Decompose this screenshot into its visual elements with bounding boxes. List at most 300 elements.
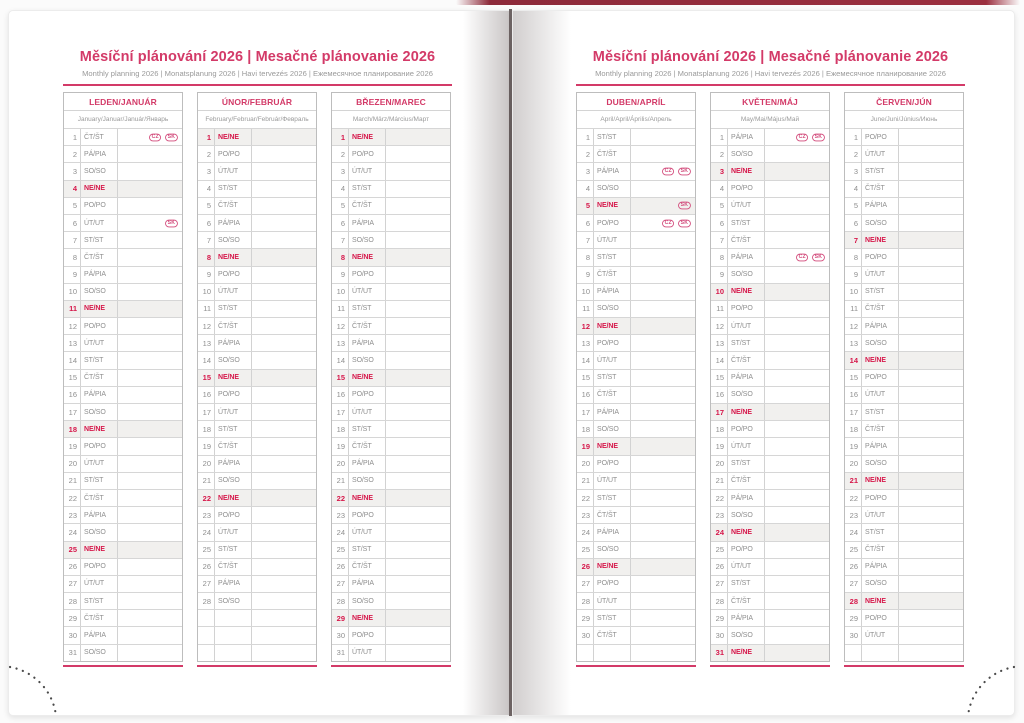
weekday-label: ÚT/UT <box>862 146 899 162</box>
weekday-label: ČT/ŠT <box>81 610 118 626</box>
day-row-unor-10 <box>198 283 316 300</box>
day-row-cerven-3 <box>845 162 963 179</box>
day-number: 3 <box>845 163 862 179</box>
day-row-kveten-31 <box>711 644 829 661</box>
weekday-label: PO/PO <box>594 576 631 592</box>
day-row-unor-24 <box>198 523 316 540</box>
day-number: 22 <box>845 490 862 506</box>
day-number: 20 <box>845 456 862 472</box>
day-number: 6 <box>577 215 594 231</box>
notes-cell <box>252 335 316 351</box>
day-number: 27 <box>845 576 862 592</box>
weekday-label: PÁ/PIA <box>81 387 118 403</box>
notes-cell <box>765 181 829 197</box>
notes-cell <box>386 456 450 472</box>
day-row-unor-8 <box>198 248 316 265</box>
day-row-duben-17 <box>577 403 695 420</box>
day-row-duben-29 <box>577 609 695 626</box>
day-row-cerven-29 <box>845 609 963 626</box>
weekday-label: SO/SO <box>81 284 118 300</box>
weekday-label: NE/NE <box>349 490 386 506</box>
weekday-label: PÁ/PIA <box>349 456 386 472</box>
notes-cell <box>118 542 182 558</box>
notes-cell <box>899 576 963 592</box>
notes-cell <box>765 318 829 334</box>
weekday-label: NE/NE <box>215 370 252 386</box>
day-number: 10 <box>64 284 81 300</box>
notes-cell <box>765 524 829 540</box>
weekday-label: SO/SO <box>594 181 631 197</box>
notes-cell <box>899 507 963 523</box>
weekday-label: ST/ST <box>215 421 252 437</box>
weekday-label: ÚT/UT <box>728 198 765 214</box>
day-number: 31 <box>332 645 349 661</box>
weekday-label: ST/ST <box>862 284 899 300</box>
notes-cell <box>765 335 829 351</box>
day-row-leden-24 <box>64 523 182 540</box>
day-row-duben-13 <box>577 334 695 351</box>
filler-row <box>845 644 963 661</box>
weekday-label: NE/NE <box>81 181 118 197</box>
day-row-brezen-19 <box>332 437 450 454</box>
month-table-unor <box>197 92 317 667</box>
notes-cell <box>118 318 182 334</box>
notes-cell <box>899 318 963 334</box>
day-number: 17 <box>577 404 594 420</box>
weekday-label: PO/PO <box>215 387 252 403</box>
day-number: 24 <box>711 524 728 540</box>
day-row-leden-22 <box>64 489 182 506</box>
day-number: 16 <box>64 387 81 403</box>
day-row-duben-26 <box>577 558 695 575</box>
day-row-unor-23 <box>198 506 316 523</box>
notes-cell <box>631 576 695 592</box>
day-row-leden-29 <box>64 609 182 626</box>
day-number: 3 <box>64 163 81 179</box>
day-number: 16 <box>332 387 349 403</box>
notes-cell <box>118 267 182 283</box>
notes-cell <box>118 352 182 368</box>
weekday-label: ÚT/UT <box>215 284 252 300</box>
day-number: 11 <box>64 301 81 317</box>
notes-cell <box>631 559 695 575</box>
notes-cell <box>252 456 316 472</box>
notes-cell <box>118 559 182 575</box>
day-row-unor-12 <box>198 317 316 334</box>
weekday-label: NE/NE <box>349 249 386 265</box>
notes-cell <box>765 456 829 472</box>
day-number: 27 <box>332 576 349 592</box>
book-spine <box>509 9 512 716</box>
day-row-kveten-28 <box>711 592 829 609</box>
month-days <box>198 128 316 661</box>
notes-cell <box>118 438 182 454</box>
day-number: 26 <box>64 559 81 575</box>
day-number: 11 <box>845 301 862 317</box>
notes-cell <box>252 610 316 626</box>
day-number: 1 <box>577 129 594 145</box>
day-number: 6 <box>845 215 862 231</box>
day-row-cerven-26 <box>845 558 963 575</box>
day-row-brezen-2 <box>332 145 450 162</box>
notes-cell <box>631 593 695 609</box>
weekday-label: ČT/ŠT <box>862 181 899 197</box>
weekday-label: PÁ/PIA <box>862 198 899 214</box>
notes-cell <box>899 215 963 231</box>
day-row-brezen-28 <box>332 592 450 609</box>
day-row-kveten-10 <box>711 283 829 300</box>
day-row-brezen-10 <box>332 283 450 300</box>
day-number: 13 <box>332 335 349 351</box>
notes-cell <box>118 335 182 351</box>
notes-cell <box>252 163 316 179</box>
month-underline <box>331 665 451 667</box>
notes-cell <box>252 318 316 334</box>
day-number: 12 <box>711 318 728 334</box>
notes-cell <box>252 421 316 437</box>
day-row-duben-3 <box>577 162 695 179</box>
notes-cell <box>118 404 182 420</box>
day-number: 18 <box>64 421 81 437</box>
notes-cell <box>899 181 963 197</box>
day-number <box>198 610 215 626</box>
notes-cell <box>118 129 182 145</box>
notes-cell <box>631 232 695 248</box>
day-number: 13 <box>577 335 594 351</box>
weekday-label: SO/SO <box>81 404 118 420</box>
weekday-label: SO/SO <box>862 215 899 231</box>
day-row-duben-9 <box>577 266 695 283</box>
day-row-duben-27 <box>577 575 695 592</box>
day-number: 9 <box>332 267 349 283</box>
weekday-label: PO/PO <box>349 507 386 523</box>
notes-cell <box>765 645 829 661</box>
title-rule <box>576 84 965 86</box>
weekday-label: NE/NE <box>594 318 631 334</box>
weekday-label: PO/PO <box>215 507 252 523</box>
day-number: 2 <box>711 146 728 162</box>
day-number: 27 <box>577 576 594 592</box>
notes-cell <box>386 267 450 283</box>
month-table-cerven <box>844 92 964 667</box>
day-number: 15 <box>711 370 728 386</box>
day-number: 9 <box>577 267 594 283</box>
notes-cell <box>252 370 316 386</box>
day-number: 5 <box>845 198 862 214</box>
notes-cell <box>386 421 450 437</box>
notes-cell <box>386 163 450 179</box>
day-row-cerven-2 <box>845 145 963 162</box>
day-number: 8 <box>577 249 594 265</box>
day-row-unor-27 <box>198 575 316 592</box>
day-row-cerven-25 <box>845 541 963 558</box>
day-number: 28 <box>577 593 594 609</box>
day-number: 14 <box>711 352 728 368</box>
notes-cell <box>765 215 829 231</box>
month-table-brezen <box>331 92 451 667</box>
day-row-unor-17 <box>198 403 316 420</box>
day-number: 18 <box>332 421 349 437</box>
month-underline <box>63 665 183 667</box>
day-row-leden-13 <box>64 334 182 351</box>
notes-cell <box>386 181 450 197</box>
weekday-label: ČT/ŠT <box>728 352 765 368</box>
day-number: 15 <box>577 370 594 386</box>
notes-cell <box>631 507 695 523</box>
day-row-kveten-6 <box>711 214 829 231</box>
day-row-brezen-16 <box>332 386 450 403</box>
weekday-label: ST/ST <box>215 301 252 317</box>
weekday-label <box>215 627 252 643</box>
weekday-label: SO/SO <box>81 524 118 540</box>
day-row-leden-26 <box>64 558 182 575</box>
day-number: 26 <box>711 559 728 575</box>
notes-cell <box>252 627 316 643</box>
day-number: 29 <box>845 610 862 626</box>
month-days <box>332 128 450 661</box>
day-number: 21 <box>711 473 728 489</box>
day-number: 4 <box>332 181 349 197</box>
day-number: 18 <box>845 421 862 437</box>
day-row-brezen-7 <box>332 231 450 248</box>
weekday-label: SO/SO <box>349 473 386 489</box>
day-row-kveten-20 <box>711 455 829 472</box>
day-row-kveten-19 <box>711 437 829 454</box>
notes-cell <box>765 473 829 489</box>
filler-row <box>198 609 316 626</box>
day-row-unor-19 <box>198 437 316 454</box>
day-number: 19 <box>332 438 349 454</box>
weekday-label: ÚT/UT <box>215 404 252 420</box>
day-number: 14 <box>577 352 594 368</box>
weekday-label: SO/SO <box>728 267 765 283</box>
weekday-label <box>862 645 899 661</box>
day-row-leden-1 <box>64 128 182 145</box>
notes-cell <box>765 593 829 609</box>
weekday-label: SO/SO <box>81 645 118 661</box>
day-row-leden-9 <box>64 266 182 283</box>
notes-cell <box>631 301 695 317</box>
weekday-label: PO/PO <box>349 146 386 162</box>
notes-cell <box>386 146 450 162</box>
day-row-unor-2 <box>198 145 316 162</box>
weekday-label: ÚT/UT <box>215 524 252 540</box>
notes-cell <box>631 198 695 214</box>
notes-cell <box>899 163 963 179</box>
weekday-label: ČT/ŠT <box>215 198 252 214</box>
weekday-label: PO/PO <box>594 456 631 472</box>
notes-cell <box>631 249 695 265</box>
day-number: 28 <box>845 593 862 609</box>
day-row-unor-3 <box>198 162 316 179</box>
day-number: 14 <box>64 352 81 368</box>
sk-holiday-badge: SK <box>678 202 691 210</box>
weekday-label: PÁ/PIA <box>349 576 386 592</box>
notes-cell <box>631 370 695 386</box>
weekday-label: PO/PO <box>81 559 118 575</box>
sk-holiday-badge: SK <box>165 219 178 227</box>
day-row-kveten-16 <box>711 386 829 403</box>
weekday-label: PO/PO <box>349 627 386 643</box>
weekday-label: ÚT/UT <box>862 387 899 403</box>
weekday-label: NE/NE <box>728 284 765 300</box>
day-number: 27 <box>198 576 215 592</box>
day-row-unor-14 <box>198 351 316 368</box>
day-row-brezen-18 <box>332 420 450 437</box>
day-number: 30 <box>64 627 81 643</box>
notes-cell <box>118 181 182 197</box>
day-number: 20 <box>577 456 594 472</box>
day-row-unor-16 <box>198 386 316 403</box>
day-row-unor-5 <box>198 197 316 214</box>
notes-cell <box>252 129 316 145</box>
notes-cell <box>899 627 963 643</box>
day-row-kveten-27 <box>711 575 829 592</box>
day-row-kveten-17 <box>711 403 829 420</box>
day-number: 28 <box>198 593 215 609</box>
notes-cell <box>899 284 963 300</box>
day-row-duben-30 <box>577 626 695 643</box>
weekday-label: ST/ST <box>349 301 386 317</box>
day-row-brezen-13 <box>332 334 450 351</box>
day-number: 23 <box>577 507 594 523</box>
notes-cell <box>899 387 963 403</box>
notes-cell <box>386 301 450 317</box>
cz-holiday-badge: CZ <box>796 254 808 262</box>
notes-cell <box>252 593 316 609</box>
day-row-leden-2 <box>64 145 182 162</box>
day-number <box>198 645 215 661</box>
weekday-label: SO/SO <box>862 335 899 351</box>
day-number: 6 <box>64 215 81 231</box>
notes-cell <box>118 627 182 643</box>
weekday-label: ST/ST <box>728 335 765 351</box>
day-number: 31 <box>64 645 81 661</box>
day-row-cerven-28 <box>845 592 963 609</box>
notes-cell <box>118 146 182 162</box>
day-row-duben-25 <box>577 541 695 558</box>
notes-cell <box>118 301 182 317</box>
day-number: 11 <box>332 301 349 317</box>
notes-cell <box>252 524 316 540</box>
day-number: 14 <box>332 352 349 368</box>
day-number: 11 <box>711 301 728 317</box>
notes-cell <box>252 284 316 300</box>
weekday-label: ČT/ŠT <box>215 318 252 334</box>
notes-cell <box>631 627 695 643</box>
notes-cell <box>765 232 829 248</box>
weekday-label: ČT/ŠT <box>349 318 386 334</box>
month-table-leden <box>63 92 183 667</box>
notes-cell <box>631 542 695 558</box>
day-number: 20 <box>64 456 81 472</box>
day-number: 21 <box>577 473 594 489</box>
notes-cell <box>631 318 695 334</box>
notes-cell <box>386 335 450 351</box>
day-number: 10 <box>332 284 349 300</box>
weekday-label: PÁ/PIA <box>81 146 118 162</box>
weekday-label: PÁ/PIA <box>594 404 631 420</box>
weekday-label: PÁ/PIA <box>728 490 765 506</box>
notes-cell <box>899 129 963 145</box>
day-number: 1 <box>711 129 728 145</box>
notes-cell <box>765 404 829 420</box>
day-number: 12 <box>845 318 862 334</box>
day-number: 30 <box>711 627 728 643</box>
title-rule <box>63 84 452 86</box>
day-row-unor-22 <box>198 489 316 506</box>
day-number: 16 <box>845 387 862 403</box>
weekday-label: PÁ/PIA <box>862 559 899 575</box>
weekday-label: ČT/ŠT <box>81 249 118 265</box>
day-number: 17 <box>64 404 81 420</box>
day-number: 10 <box>711 284 728 300</box>
day-row-leden-4 <box>64 180 182 197</box>
weekday-label: PO/PO <box>862 610 899 626</box>
day-row-kveten-30 <box>711 626 829 643</box>
weekday-label: NE/NE <box>728 524 765 540</box>
day-row-cerven-18 <box>845 420 963 437</box>
day-row-duben-8 <box>577 248 695 265</box>
notes-cell <box>631 610 695 626</box>
notes-cell <box>386 318 450 334</box>
notes-cell <box>386 215 450 231</box>
day-number: 4 <box>198 181 215 197</box>
day-row-leden-21 <box>64 472 182 489</box>
day-number: 20 <box>198 456 215 472</box>
day-row-leden-20 <box>64 455 182 472</box>
notes-cell <box>899 645 963 661</box>
weekday-label: SO/SO <box>594 542 631 558</box>
day-number: 7 <box>845 232 862 248</box>
weekday-label: PÁ/PIA <box>215 215 252 231</box>
notes-cell <box>118 473 182 489</box>
day-number: 25 <box>711 542 728 558</box>
day-number: 26 <box>845 559 862 575</box>
weekday-label: SO/SO <box>862 576 899 592</box>
notes-cell <box>386 490 450 506</box>
notes-cell <box>631 163 695 179</box>
weekday-label: PO/PO <box>862 129 899 145</box>
day-number: 16 <box>577 387 594 403</box>
notes-cell <box>765 507 829 523</box>
weekday-label: PO/PO <box>728 181 765 197</box>
weekday-label: ST/ST <box>81 352 118 368</box>
day-number: 4 <box>711 181 728 197</box>
weekday-label: NE/NE <box>215 249 252 265</box>
notes-cell <box>386 645 450 661</box>
day-row-duben-28 <box>577 592 695 609</box>
notes-cell <box>631 645 695 661</box>
sk-holiday-badge: SK <box>812 133 825 141</box>
weekday-label: NE/NE <box>81 421 118 437</box>
weekday-label: PO/PO <box>728 301 765 317</box>
day-number: 25 <box>332 542 349 558</box>
day-number: 6 <box>711 215 728 231</box>
day-number: 28 <box>332 593 349 609</box>
day-number: 11 <box>198 301 215 317</box>
weekday-label: ÚT/UT <box>81 215 118 231</box>
notes-cell <box>386 576 450 592</box>
day-number: 6 <box>332 215 349 231</box>
notes-cell <box>631 404 695 420</box>
notes-cell <box>765 387 829 403</box>
weekday-label: ST/ST <box>594 129 631 145</box>
weekday-label: NE/NE <box>862 473 899 489</box>
sk-holiday-badge: SK <box>678 219 691 227</box>
day-row-kveten-21 <box>711 472 829 489</box>
day-row-unor-1 <box>198 128 316 145</box>
